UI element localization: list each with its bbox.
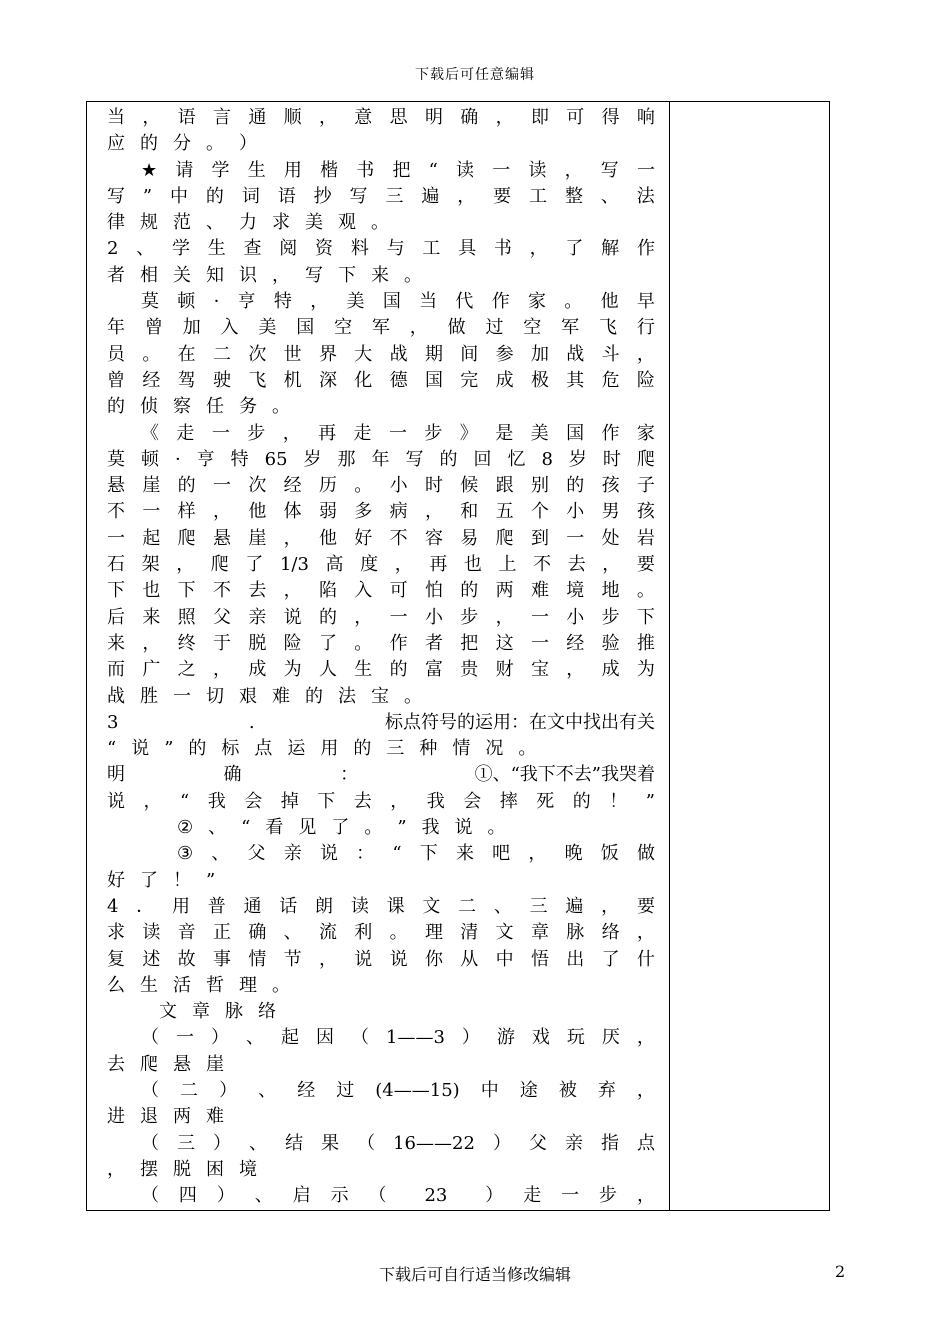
- text-line: 战 胜 一 切 艰 难 的 法 宝 。: [107, 685, 422, 707]
- text-line: 的 侦 察 任 务 。: [107, 396, 290, 418]
- text-line: 写 ” 中 的 词 语 抄 写 三 遍 ， 要 工 整 、 法: [107, 185, 655, 207]
- text-line: 下 也 下 不 去 ， 陷 入 可 怕 的 两 难 境 地 。: [107, 580, 655, 602]
- text-line: 《 走 一 步 ， 再 走 一 步 》 是 美 国 作 家: [141, 422, 655, 444]
- text-line: 来 ， 终 于 脱 险 了 。 作 者 把 这 一 经 验 推: [107, 632, 655, 654]
- text-line: ★ 请 学 生 用 楷 书 把 “ 读 一 读 ， 写 一: [141, 159, 655, 181]
- text-line: 律 规 范 、 力 求 美 观 。: [107, 212, 389, 234]
- text-line: 后 来 照 父 亲 说 的 ， 一 小 步 ， 一 小 步 下: [107, 606, 655, 628]
- text-line: ③ 、 父 亲 说 ： “ 下 来 吧 ， 晚 饭 做: [177, 843, 655, 865]
- text-line: 年 曾 加 入 美 国 空 军 ， 做 过 空 军 飞 行: [107, 317, 655, 339]
- text-line: 去 爬 悬 崖: [107, 1053, 224, 1075]
- text-line: 而 广 之 ， 成 为 人 生 的 富 贵 财 宝 ， 成 为: [107, 659, 655, 681]
- text-line: 好 了 ！ ”: [107, 869, 216, 891]
- text-line: 说 ， “ 我 会 掉 下 去 ， 我 会 摔 死 的 ！ ”: [107, 790, 655, 812]
- text-line: “ 说 ” 的 标 点 运 用 的 三 种 情 况 。: [107, 738, 537, 760]
- text-line: 莫 顿 · 亨 特 65 岁 那 年 写 的 回 忆 8 岁 时 爬: [107, 448, 655, 470]
- text-line: 明 确 ： ①、“我下不去”我哭着: [107, 764, 655, 786]
- lesson-table: [86, 101, 830, 1211]
- text-line: 应 的 分 。 ）: [107, 133, 257, 155]
- text-line: 当 ， 语 言 通 顺 ， 意 思 明 确 ， 即 可 得 响: [107, 107, 655, 128]
- text-line: （ 二 ） 、 经 过 (4——15) 中 途 被 弃 ，: [141, 1079, 655, 1101]
- text-line: 悬 崖 的 一 次 经 历 。 小 时 候 跟 别 的 孩 子: [107, 475, 655, 497]
- notes-cell: [670, 102, 829, 1210]
- text-line: 进 退 两 难: [107, 1106, 224, 1128]
- page-number: 2: [835, 1262, 846, 1281]
- text-line: 2 、 学 生 查 阅 资 料 与 工 具 书 ， 了 解 作: [107, 238, 655, 260]
- text-line: 员 。 在 二 次 世 界 大 战 期 间 参 加 战 斗 ，: [107, 343, 655, 365]
- text-line: （ 四 ） 、 启 示 （ 23 ） 走 一 步 ，: [141, 1185, 655, 1207]
- text-line: 不 一 样 ， 他 体 弱 多 病 ， 和 五 个 小 男 孩: [107, 501, 655, 523]
- text-line: 石 架 ， 爬 了 1/3 高 度 ， 再 也 上 不 去 ， 要: [107, 554, 655, 576]
- text-line: 莫 顿 · 亨 特 ， 美 国 当 代 作 家 。 他 早: [141, 291, 655, 313]
- text-line: 4 ． 用 普 通 话 朗 读 课 文 二 、 三 遍 ， 要: [107, 895, 655, 917]
- text-line: 文 章 脉 络: [159, 1001, 276, 1023]
- text-line: 求 读 音 正 确 、 流 利 。 理 清 文 章 脉 络 ，: [107, 922, 655, 944]
- text-line: 3 . 标点符号的运用：在文中找出有关: [107, 711, 655, 733]
- text-line: （ 三 ） 、 结 果 （ 16——22 ） 父 亲 指 点: [141, 1132, 655, 1154]
- lesson-content-cell: [107, 105, 655, 1209]
- page-footer: 下载后可自行适当修改编辑: [378, 1265, 571, 1284]
- text-line: 者 相 关 知 识 ， 写 下 来 。: [107, 264, 422, 286]
- page-header: 下载后可任意编辑: [415, 67, 535, 83]
- text-line: ② 、 “ 看 见 了 。 ” 我 说 。: [177, 817, 506, 839]
- text-line: 么 生 活 哲 理 。: [107, 974, 290, 996]
- text-line: 曾 经 驾 驶 飞 机 深 化 德 国 完 成 极 其 危 险: [107, 369, 655, 391]
- text-line: （ 一 ） 、 起 因 （ 1——3 ） 游 戏 玩 厌 ，: [141, 1027, 655, 1049]
- text-line: 一 起 爬 悬 崖 ， 他 好 不 容 易 爬 到 一 处 岩: [107, 527, 655, 549]
- text-line: 复 述 故 事 情 节 ， 说 说 你 从 中 悟 出 了 什: [107, 948, 655, 970]
- text-line: ， 摆 脱 困 境: [107, 1158, 257, 1180]
